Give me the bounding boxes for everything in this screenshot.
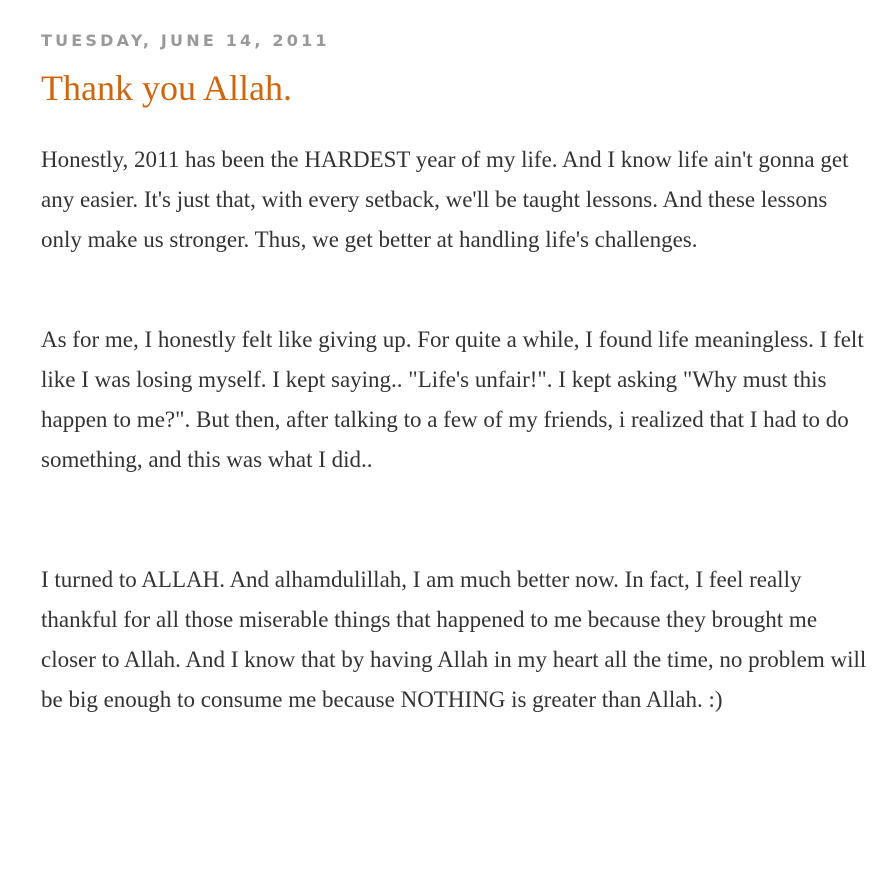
post-body — [41, 140, 871, 720]
post-paragraph: As for me, I honestly felt like giving up. For quite a while, I found life meaningless. I felt like I was losing myself. I kept saying.. "Life's unfair!". I kept asking "Why must this happen to me?". But then, after talking to a few of my friends, i realized that I had to do something, and this was what I did.. — [41, 327, 864, 472]
post-title[interactable]: Thank you Allah. — [41, 68, 292, 108]
blog-post — [41, 0, 871, 720]
post-paragraph: Honestly, 2011 has been the HARDEST year of my life. And I know life ain't gonna get any easier. It's just that, with every setback, we'll be taught lessons. And these lessons only make us stronger. Thus, we get better at handling life's challenges. — [41, 147, 849, 252]
post-paragraph: I turned to ALLAH. And alhamdulillah, I am much better now. In fact, I feel really thankful for all those miserable things that happened to me because they brought me closer to Allah. And I know that by having Allah in my heart all the time, no problem will be big enough to consume me because NOTHING is greater than Allah. :) — [41, 567, 867, 712]
post-date: TUESDAY, JUNE 14, 2011 — [41, 31, 330, 50]
